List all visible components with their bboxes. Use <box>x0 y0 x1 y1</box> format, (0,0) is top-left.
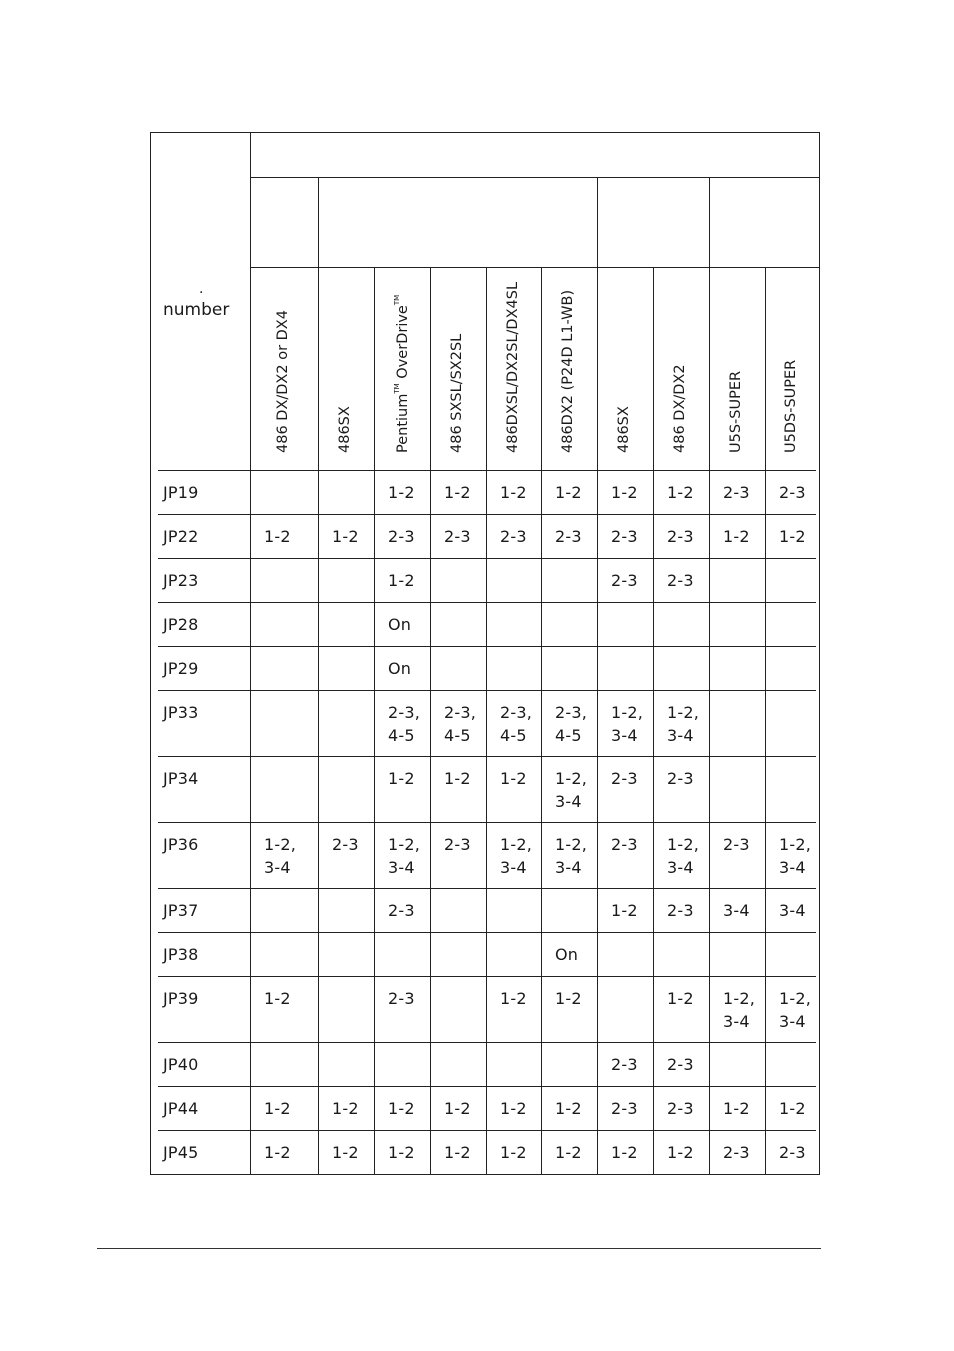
jumper-setting-cell: 2-3 <box>500 527 527 546</box>
trademark-mark: TM <box>393 383 401 394</box>
jumper-name: JP37 <box>163 901 199 920</box>
jumper-setting-cell: 2-3 <box>779 1143 806 1162</box>
column-divider <box>765 267 766 1174</box>
jumper-setting-cell: 1-2 <box>667 483 694 502</box>
jumper-setting-cell: 2-3 <box>611 835 638 854</box>
column-divider <box>541 267 542 1174</box>
jumper-setting-cell: 1-2, 3-4 <box>779 989 812 1031</box>
jumper-setting-cell: 1-2 <box>500 989 527 1008</box>
column-divider <box>318 177 319 1174</box>
jumper-name: JP45 <box>163 1143 199 1162</box>
jumper-setting-cell: 1-2 <box>388 571 415 590</box>
column-header: 486SX <box>616 406 632 453</box>
footer-rule <box>97 1248 821 1249</box>
jumper-setting-cell: 3-4 <box>723 901 750 920</box>
jumper-name: JP23 <box>163 571 199 590</box>
jumper-setting-cell: 2-3 <box>723 483 750 502</box>
jumper-setting-cell: 1-2 <box>332 1143 359 1162</box>
jumper-setting-cell: 2-3 <box>723 835 750 854</box>
jumper-setting-cell: 1-2 <box>388 1099 415 1118</box>
jumper-setting-cell: 2-3 <box>388 989 415 1008</box>
row-divider <box>158 1086 816 1087</box>
jumper-setting-cell: 1-2 <box>500 769 527 788</box>
row-divider <box>158 690 816 691</box>
column-header <box>393 295 411 453</box>
jumper-name: JP38 <box>163 945 199 964</box>
row-divider <box>158 756 816 757</box>
jumper-setting-cell: 1-2, 3-4 <box>555 769 588 811</box>
header-band-line <box>250 177 819 178</box>
jumper-setting-cell: 1-2 <box>555 1143 582 1162</box>
jumper-name: JP28 <box>163 615 199 634</box>
jumper-name: JP22 <box>163 527 199 546</box>
jumper-setting-cell: 2-3 <box>779 483 806 502</box>
jumper-setting-cell: 1-2 <box>388 769 415 788</box>
column-header: U5S-SUPER <box>728 370 744 453</box>
jumper-setting-cell: 1-2 <box>444 1099 471 1118</box>
jumper-setting-cell: 1-2 <box>667 989 694 1008</box>
jumper-setting-cell: 2-3 <box>667 571 694 590</box>
row-divider <box>158 558 816 559</box>
jumper-setting-cell: 2-3 <box>555 527 582 546</box>
jumper-name: JP29 <box>163 659 199 678</box>
column-header-text: Pentium <box>395 393 411 453</box>
jumper-setting-cell: 2-3 <box>667 527 694 546</box>
stub-divider <box>250 132 251 1174</box>
row-divider <box>158 1130 816 1131</box>
jumper-setting-cell: 1-2 <box>444 483 471 502</box>
jumper-setting-cell: 2-3 <box>611 527 638 546</box>
column-divider <box>597 177 598 1174</box>
jumper-setting-cell: On <box>388 659 412 678</box>
table-right-border <box>819 132 820 1174</box>
row-divider <box>158 888 816 889</box>
column-header: 486 DX/DX2 or DX4 <box>275 310 291 453</box>
column-divider <box>374 267 375 1174</box>
jumper-setting-cell: 2-3 <box>611 1055 638 1074</box>
jumper-setting-cell: 1-2 <box>500 1143 527 1162</box>
jumper-setting-cell: 2-3, 4-5 <box>555 703 588 745</box>
jumper-setting-cell: 2-3, 4-5 <box>444 703 477 745</box>
column-header: U5DS-SUPER <box>783 359 799 453</box>
row-divider <box>158 822 816 823</box>
jumper-name: JP40 <box>163 1055 199 1074</box>
jumper-setting-cell: 1-2, 3-4 <box>723 989 756 1031</box>
jumper-setting-cell: 1-2 <box>611 483 638 502</box>
row-divider <box>158 646 816 647</box>
jumper-setting-cell: 2-3 <box>444 527 471 546</box>
jumper-setting-cell: 1-2 <box>264 527 291 546</box>
jumper-setting-cell: 1-2 <box>723 1099 750 1118</box>
jumper-setting-cell: 2-3 <box>611 571 638 590</box>
jumper-setting-cell: 1-2 <box>332 1099 359 1118</box>
row-divider <box>158 976 816 977</box>
row-divider <box>158 470 816 471</box>
jumper-setting-cell: 1-2 <box>723 527 750 546</box>
row-divider <box>158 1042 816 1043</box>
jumper-name: JP39 <box>163 989 199 1008</box>
jumper-setting-cell: 2-3 <box>388 901 415 920</box>
jumper-setting-cell: 2-3 <box>667 901 694 920</box>
jumper-setting-cell: 1-2, 3-4 <box>264 835 297 877</box>
jumper-setting-cell: 1-2 <box>264 1143 291 1162</box>
jumper-setting-cell: 1-2 <box>388 1143 415 1162</box>
jumper-setting-cell: 1-2 <box>611 901 638 920</box>
column-divider <box>486 267 487 1174</box>
stub-header-dot: . <box>199 281 204 297</box>
jumper-setting-cell: 1-2 <box>555 1099 582 1118</box>
jumper-setting-cell: 1-2, 3-4 <box>500 835 533 877</box>
column-header: 486DX2 (P24D L1-WB) <box>560 289 576 453</box>
jumper-setting-cell: On <box>555 945 579 964</box>
jumper-setting-cell: 1-2 <box>667 1143 694 1162</box>
jumper-setting-cell: 1-2 <box>264 1099 291 1118</box>
jumper-setting-cell: 1-2, 3-4 <box>667 703 700 745</box>
jumper-setting-cell: 3-4 <box>779 901 806 920</box>
jumper-setting-cell: 1-2 <box>264 989 291 1008</box>
column-header-text: OverDrive <box>395 305 411 384</box>
jumper-name: JP44 <box>163 1099 199 1118</box>
column-divider <box>653 267 654 1174</box>
jumper-setting-cell: 1-2, 3-4 <box>388 835 421 877</box>
jumper-setting-cell: 2-3 <box>611 1099 638 1118</box>
column-header: 486 SXSL/SX2SL <box>449 333 465 453</box>
jumper-setting-cell: 2-3 <box>444 835 471 854</box>
jumper-setting-cell: 1-2 <box>779 1099 806 1118</box>
row-divider <box>158 932 816 933</box>
table-bottom-border <box>150 1174 820 1175</box>
jumper-setting-cell: 2-3 <box>332 835 359 854</box>
jumper-setting-cell: 2-3 <box>611 769 638 788</box>
jumper-setting-cell: 1-2, 3-4 <box>779 835 812 877</box>
jumper-name: JP34 <box>163 769 199 788</box>
header-band-line <box>250 267 819 268</box>
jumper-setting-cell: 1-2 <box>611 1143 638 1162</box>
column-header: 486SX <box>337 406 353 453</box>
jumper-setting-cell: 1-2 <box>444 769 471 788</box>
jumper-setting-cell: 2-3 <box>388 527 415 546</box>
jumper-setting-cell: 1-2, 3-4 <box>611 703 644 745</box>
jumper-setting-cell: 2-3 <box>667 769 694 788</box>
jumper-setting-cell: 1-2 <box>388 483 415 502</box>
jumper-setting-cell: 1-2 <box>555 989 582 1008</box>
jumper-setting-cell: 1-2 <box>332 527 359 546</box>
jumper-setting-cell: 2-3, 4-5 <box>500 703 533 745</box>
column-header: 486DXSL/DX2SL/DX4SL <box>504 281 521 453</box>
column-divider <box>430 267 431 1174</box>
jumper-setting-cell: 1-2 <box>555 483 582 502</box>
jumper-setting-cell: 1-2 <box>779 527 806 546</box>
jumper-setting-cell: 2-3 <box>723 1143 750 1162</box>
jumper-name: JP36 <box>163 835 199 854</box>
jumper-setting-cell: 2-3 <box>667 1055 694 1074</box>
jumper-setting-cell: 2-3 <box>667 1099 694 1118</box>
column-divider <box>709 177 710 1174</box>
jumper-setting-cell: 1-2 <box>500 483 527 502</box>
row-divider <box>158 514 816 515</box>
table-left-border <box>150 132 151 1174</box>
trademark-mark: TM <box>393 294 401 306</box>
stub-header-label: number <box>163 300 230 320</box>
column-header: 486 DX/DX2 <box>672 364 688 453</box>
jumper-setting-cell: 2-3, 4-5 <box>388 703 421 745</box>
jumper-name: JP33 <box>163 703 199 722</box>
row-divider <box>158 602 816 603</box>
jumper-setting-cell: 1-2, 3-4 <box>555 835 588 877</box>
jumper-setting-cell: 1-2 <box>500 1099 527 1118</box>
jumper-setting-cell: 1-2, 3-4 <box>667 835 700 877</box>
jumper-setting-cell: On <box>388 615 412 634</box>
jumper-name: JP19 <box>163 483 199 502</box>
jumper-setting-cell: 1-2 <box>444 1143 471 1162</box>
